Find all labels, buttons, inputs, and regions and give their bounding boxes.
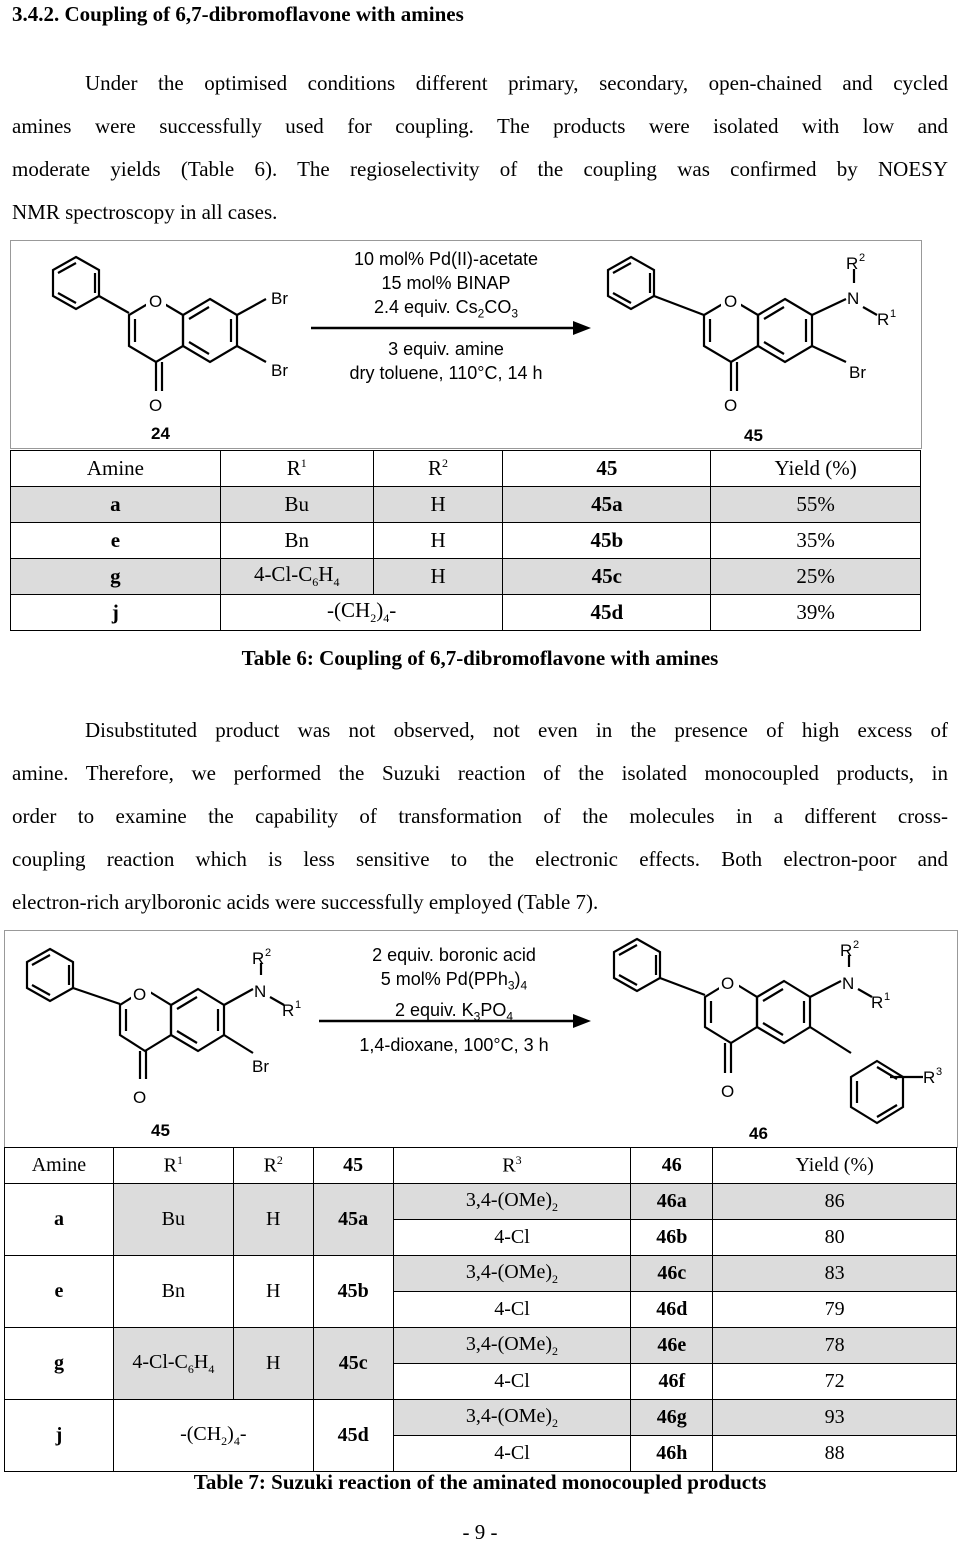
molecule-46 [614, 939, 923, 1123]
atom-label: N [842, 974, 855, 993]
cell-r1: Bn [220, 523, 373, 559]
cell-yield: 83 [713, 1256, 957, 1292]
atom-label: O [133, 1088, 147, 1107]
table-row [5, 1400, 957, 1436]
atom-label: O [133, 985, 147, 1004]
table-6-caption: Table 6: Coupling of 6,7-dibromoflavone with amines [241, 646, 719, 670]
cell-r2: H [233, 1184, 313, 1256]
superscript: 2 [859, 252, 866, 264]
cell-product: 45b [503, 523, 711, 559]
paragraph-line: coupling reaction which is less sensitive to the electronic effects. Both electron-poor and [12, 847, 948, 871]
table-7 [4, 1147, 957, 1472]
header-amine: Amine [11, 451, 221, 487]
paragraph-line: moderate yields (Table 6). The regioselectivity of the coupling was confirmed by NOESY [12, 157, 948, 181]
paragraph-line: electron-rich arylboronic acids were successfully employed (Table 7). [12, 890, 599, 914]
paragraph-intro [12, 62, 948, 234]
cell-product: 45a [503, 487, 711, 523]
condition-line: 2 equiv. $K_3PO_4$ [394, 999, 514, 1024]
cell-r3: 4-Cl [393, 1292, 631, 1328]
header-r1: $R^1$ [220, 451, 373, 487]
atom-label: O [724, 396, 738, 415]
header-amine: Amine [5, 1148, 114, 1184]
condition-line: 2.4 equiv. $Cs_2CO_3$ [373, 297, 519, 321]
atom-label: O [721, 974, 735, 993]
cell-46: 46d [631, 1292, 713, 1328]
condition-line: 15 mol% BINAP [381, 273, 511, 293]
atom-label: R [923, 1068, 936, 1087]
table-row [5, 1328, 957, 1364]
cell-45: 45c [313, 1328, 393, 1400]
molecule-45 [608, 257, 877, 391]
cell-r3: $3,4-(OMe)_2$ [393, 1400, 631, 1436]
superscript: 1 [890, 308, 897, 320]
cell-amine: j [11, 595, 221, 631]
cell-yield: 86 [713, 1184, 957, 1220]
cell-amine: j [5, 1400, 114, 1472]
paragraph-line: amine. Therefore, we performed the Suzuki reaction of the isolated monocoupled products, in [12, 761, 948, 785]
atom-label: Br [271, 289, 288, 308]
paragraph-suzuki [12, 709, 948, 924]
superscript: 2 [853, 939, 860, 951]
atom-label: O [149, 292, 163, 311]
cell-r1: Bu [113, 1184, 233, 1256]
table-row [5, 1256, 957, 1292]
cell-yield: 25% [711, 559, 921, 595]
condition-line: 3 equiv. amine [388, 339, 504, 359]
cell-r3: 4-Cl [393, 1364, 631, 1400]
reaction-conditions-top [319, 943, 589, 1028]
paragraph-line: order to examine the capability of transformation of the molecules in a different cross- [12, 804, 948, 828]
cell-yield: 79 [713, 1292, 957, 1328]
reaction-conditions-top [311, 247, 581, 326]
paragraph-line: Under the optimised conditions different primary, secondary, open-chained and cycled [85, 71, 948, 95]
atom-label: Br [252, 1057, 269, 1076]
condition-line: 1,4-dioxane, 100°C, 3 h [359, 1035, 549, 1055]
compound-label-45: 45 [151, 1121, 170, 1140]
atom-label: R [877, 310, 890, 329]
table-row [11, 487, 921, 523]
header-yield: Yield (%) [711, 451, 921, 487]
compound-label-46: 46 [749, 1124, 768, 1143]
cell-yield: 35% [711, 523, 921, 559]
header-yield: Yield (%) [713, 1148, 957, 1184]
paragraph-line: amines were successfully used for coupling. The products were isolated with low and [12, 114, 948, 138]
cell-46: 46a [631, 1184, 713, 1220]
header-r3: $R^3$ [393, 1148, 631, 1184]
cell-45: 45a [313, 1184, 393, 1256]
cell-r1: $4-Cl-C_6H_4$ [113, 1328, 233, 1400]
section-heading: 3.4.2. Coupling of 6,7-dibromoflavone with amines [12, 2, 464, 26]
cell-r3: $3,4-(OMe)_2$ [393, 1256, 631, 1292]
cell-46: 46c [631, 1256, 713, 1292]
table-6 [10, 450, 921, 631]
cell-r3: 4-Cl [393, 1436, 631, 1472]
condition-line: dry toluene, 110°C, 14 h [349, 363, 543, 383]
cell-yield: 88 [713, 1436, 957, 1472]
reaction-conditions-bottom [319, 1033, 589, 1057]
cell-r1: $4-Cl-C_6H_4$ [220, 559, 373, 595]
cell-r2: H [233, 1328, 313, 1400]
cell-45: 45b [313, 1256, 393, 1328]
cell-r3: $3,4-(OMe)_2$ [393, 1184, 631, 1220]
cell-amine: a [5, 1184, 114, 1256]
atom-label: N [847, 289, 860, 308]
atom-label: O [721, 1082, 735, 1101]
header-r2: $R^2$ [233, 1148, 313, 1184]
table-row [11, 523, 921, 559]
atom-label: Br [849, 363, 866, 382]
superscript: 3 [936, 1066, 943, 1078]
reaction-scheme-1 [10, 240, 922, 449]
atom-label: R [846, 254, 859, 273]
atom-label: R [282, 1001, 295, 1020]
atom-label: N [254, 982, 267, 1001]
cell-product: 45c [503, 559, 711, 595]
cell-amine: e [5, 1256, 114, 1328]
compound-label-45: 45 [744, 426, 763, 445]
header-46: 46 [631, 1148, 713, 1184]
atom-label: R [840, 941, 853, 960]
cell-product: 45d [503, 595, 711, 631]
condition-line: 10 mol% Pd(II)-acetate [353, 249, 539, 269]
cell-45: 45d [313, 1400, 393, 1472]
atom-label: R [871, 993, 884, 1012]
table-header-row [11, 451, 921, 487]
cell-yield: 55% [711, 487, 921, 523]
molecule-45 [27, 949, 284, 1079]
cell-46: 46f [631, 1364, 713, 1400]
cell-amine: g [5, 1328, 114, 1400]
table-7-caption: Table 7: Suzuki reaction of the aminated monocoupled products [193, 1470, 767, 1494]
table-row [11, 595, 921, 631]
cell-r2: H [373, 559, 503, 595]
cell-46: 46h [631, 1436, 713, 1472]
superscript: 1 [295, 999, 302, 1011]
header-45: 45 [313, 1148, 393, 1184]
cell-r2: H [233, 1256, 313, 1328]
cell-46: 46g [631, 1400, 713, 1436]
condition-line: 5 mol% $Pd(PPh_3)_4$ [380, 969, 528, 993]
superscript: 2 [265, 947, 272, 959]
atom-label: R [252, 949, 265, 968]
cell-yield: 72 [713, 1364, 957, 1400]
cell-yield: 78 [713, 1328, 957, 1364]
cell-46: 46b [631, 1220, 713, 1256]
reaction-conditions-bottom [311, 337, 581, 385]
table-row [11, 559, 921, 595]
page-number: - 9 - [462, 1520, 498, 1544]
paragraph-line: NMR spectroscopy in all cases. [12, 200, 278, 224]
cell-r1: Bu [220, 487, 373, 523]
table-row [5, 1184, 957, 1220]
cell-46: 46e [631, 1328, 713, 1364]
cell-r1-r2-merged: $-(CH_2)_4-$ [220, 595, 503, 631]
cell-r1-r2-merged: $-(CH_2)_4-$ [113, 1400, 313, 1472]
cell-r2: H [373, 523, 503, 559]
molecule-24 [53, 257, 266, 391]
superscript: 1 [884, 991, 891, 1003]
cell-yield: 93 [713, 1400, 957, 1436]
header-r1: $R^1$ [113, 1148, 233, 1184]
table-header-row [5, 1148, 957, 1184]
cell-r1: Bn [113, 1256, 233, 1328]
cell-amine: a [11, 487, 221, 523]
reaction-scheme-2 [4, 930, 958, 1148]
atom-label: O [149, 396, 163, 415]
atom-label: O [724, 292, 738, 311]
header-r2: $R^2$ [373, 451, 503, 487]
header-product: 45 [503, 451, 711, 487]
paragraph-line: Disubstituted product was not observed, not even in the presence of high excess of [85, 718, 948, 742]
cell-amine: g [11, 559, 221, 595]
cell-r3: 4-Cl [393, 1220, 631, 1256]
cell-r3: $3,4-(OMe)_2$ [393, 1328, 631, 1364]
cell-yield: 39% [711, 595, 921, 631]
atom-label: Br [271, 361, 288, 380]
cell-yield: 80 [713, 1220, 957, 1256]
condition-line: 2 equiv. boronic acid [372, 945, 536, 965]
compound-label-24: 24 [151, 424, 170, 443]
cell-amine: e [11, 523, 221, 559]
cell-r2: H [373, 487, 503, 523]
